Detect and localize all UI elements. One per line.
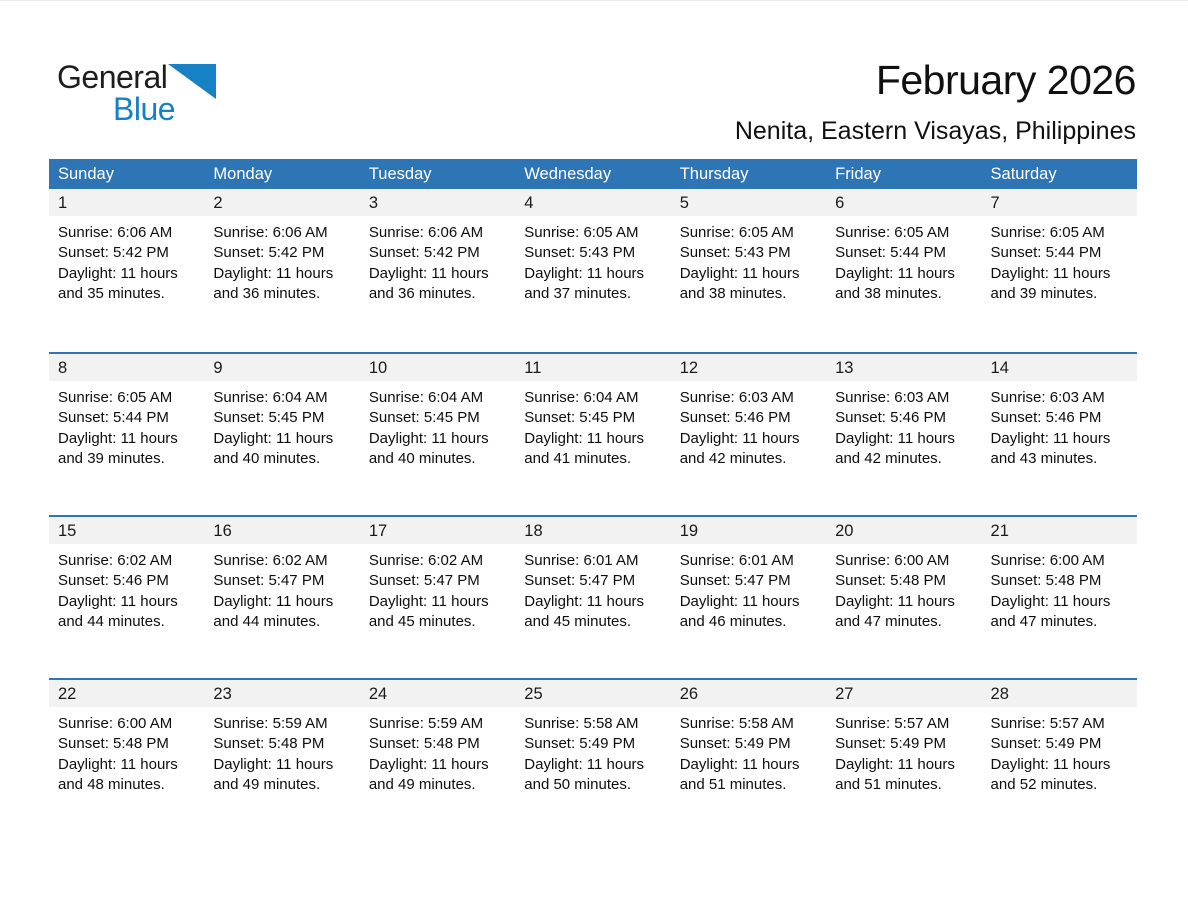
date-band bbox=[826, 517, 981, 544]
sunrise-text: Sunrise: 5:57 AM bbox=[835, 715, 950, 732]
sunrise-text: Sunrise: 6:04 AM bbox=[213, 389, 328, 406]
sunset-text: Sunset: 5:48 PM bbox=[835, 572, 947, 590]
day-details bbox=[671, 381, 826, 469]
daylight-text: and 48 minutes. bbox=[58, 775, 165, 793]
sunset-text: Sunset: 5:42 PM bbox=[58, 244, 169, 262]
date-band bbox=[360, 354, 515, 381]
date-band bbox=[826, 354, 981, 381]
day-cell bbox=[982, 354, 1137, 515]
date-number: 10 bbox=[368, 359, 388, 377]
day-details bbox=[826, 707, 981, 795]
sunset-text: Sunset: 5:46 PM bbox=[679, 409, 791, 427]
sunset-text: Sunset: 5:48 PM bbox=[368, 735, 480, 753]
daylight-text: and 49 minutes. bbox=[368, 775, 476, 793]
sunset-text: Sunset: 5:43 PM bbox=[524, 244, 636, 262]
date-number: 6 bbox=[835, 194, 845, 212]
daylight-text: Daylight: 11 hours bbox=[990, 429, 1111, 447]
daylight-text: and 36 minutes. bbox=[368, 284, 476, 302]
sunset-text: Sunset: 5:44 PM bbox=[835, 244, 947, 262]
date-band bbox=[360, 517, 515, 544]
sunset-text: Sunset: 5:43 PM bbox=[679, 244, 791, 262]
date-band bbox=[49, 354, 204, 381]
date-band bbox=[826, 189, 981, 216]
day-cell bbox=[49, 680, 204, 841]
daylight-text: Daylight: 11 hours bbox=[213, 755, 334, 773]
daylight-text: and 37 minutes. bbox=[524, 284, 632, 302]
daylight-text: Daylight: 11 hours bbox=[990, 755, 1111, 773]
week-row bbox=[49, 189, 1137, 352]
sunset-text: Sunset: 5:47 PM bbox=[213, 572, 325, 590]
date-number: 7 bbox=[990, 194, 1000, 212]
sunset-text: Sunset: 5:42 PM bbox=[368, 244, 480, 262]
date-number: 4 bbox=[524, 194, 534, 212]
daylight-text: and 40 minutes. bbox=[213, 449, 321, 467]
sunrise-text: Sunrise: 5:59 AM bbox=[368, 715, 484, 732]
date-band bbox=[671, 680, 826, 707]
day-details bbox=[204, 216, 359, 304]
day-cell bbox=[515, 517, 670, 678]
sunrise-text: Sunrise: 6:00 AM bbox=[990, 552, 1105, 569]
day-cell bbox=[826, 517, 981, 678]
calendar-grid-body bbox=[49, 189, 1137, 841]
daylight-text: Daylight: 11 hours bbox=[679, 755, 800, 773]
day-header-tuesday: Tuesday bbox=[368, 165, 432, 183]
daylight-text: Daylight: 11 hours bbox=[58, 592, 178, 610]
date-number: 11 bbox=[524, 359, 542, 377]
daylight-text: and 41 minutes. bbox=[524, 449, 632, 467]
day-details bbox=[49, 216, 204, 304]
daylight-text: and 38 minutes. bbox=[835, 284, 942, 302]
daylight-text: Daylight: 11 hours bbox=[990, 264, 1111, 282]
day-cell bbox=[515, 680, 670, 841]
day-header-sunday: Sunday bbox=[58, 165, 114, 183]
sunset-text: Sunset: 5:46 PM bbox=[990, 409, 1102, 427]
date-band bbox=[49, 680, 204, 707]
date-number: 19 bbox=[679, 522, 699, 540]
sunrise-text: Sunrise: 5:57 AM bbox=[990, 715, 1105, 732]
date-number: 27 bbox=[835, 685, 854, 703]
sunset-text: Sunset: 5:49 PM bbox=[524, 735, 636, 753]
logo-text-general: General bbox=[57, 59, 168, 95]
day-cell bbox=[360, 517, 515, 678]
daylight-text: and 38 minutes. bbox=[679, 284, 787, 302]
date-number: 15 bbox=[58, 522, 77, 540]
daylight-text: Daylight: 11 hours bbox=[58, 755, 178, 773]
daylight-text: and 47 minutes. bbox=[835, 612, 942, 630]
sunrise-text: Sunrise: 6:02 AM bbox=[58, 552, 173, 569]
day-details bbox=[671, 544, 826, 632]
date-band bbox=[49, 517, 204, 544]
day-details bbox=[982, 381, 1137, 469]
day-details bbox=[204, 381, 359, 469]
day-cell bbox=[360, 354, 515, 515]
sunrise-text: Sunrise: 6:04 AM bbox=[368, 389, 484, 406]
daylight-text: Daylight: 11 hours bbox=[990, 592, 1111, 610]
day-cell bbox=[982, 517, 1137, 678]
sunset-text: Sunset: 5:47 PM bbox=[679, 572, 791, 590]
sunset-text: Sunset: 5:46 PM bbox=[58, 572, 169, 590]
location-subtitle: Nenita, Eastern Visayas, Philippines bbox=[734, 117, 1136, 145]
day-cell bbox=[515, 189, 670, 352]
date-number: 20 bbox=[835, 522, 854, 540]
sunrise-text: Sunrise: 6:02 AM bbox=[368, 552, 484, 569]
month-title: February 2026 bbox=[875, 57, 1136, 103]
daylight-text: Daylight: 11 hours bbox=[679, 429, 800, 447]
daylight-text: Daylight: 11 hours bbox=[524, 755, 645, 773]
date-number: 24 bbox=[368, 685, 388, 703]
daylight-text: and 39 minutes. bbox=[58, 449, 165, 467]
sunset-text: Sunset: 5:45 PM bbox=[213, 409, 325, 427]
daylight-text: Daylight: 11 hours bbox=[213, 264, 334, 282]
date-number: 5 bbox=[679, 194, 689, 212]
daylight-text: and 51 minutes. bbox=[835, 775, 942, 793]
daylight-text: Daylight: 11 hours bbox=[835, 592, 955, 610]
daylight-text: Daylight: 11 hours bbox=[835, 429, 955, 447]
sunrise-text: Sunrise: 5:59 AM bbox=[213, 715, 328, 732]
daylight-text: Daylight: 11 hours bbox=[835, 755, 955, 773]
sunrise-text: Sunrise: 6:02 AM bbox=[213, 552, 328, 569]
daylight-text: Daylight: 11 hours bbox=[524, 429, 645, 447]
date-number: 12 bbox=[679, 359, 699, 377]
date-band bbox=[671, 517, 826, 544]
day-details bbox=[515, 707, 670, 795]
daylight-text: Daylight: 11 hours bbox=[213, 592, 334, 610]
daylight-text: Daylight: 11 hours bbox=[58, 264, 178, 282]
day-details bbox=[515, 544, 670, 632]
date-band bbox=[982, 517, 1137, 544]
sunrise-text: Sunrise: 6:05 AM bbox=[524, 224, 639, 241]
day-header-saturday: Saturday bbox=[990, 165, 1057, 183]
sunset-text: Sunset: 5:48 PM bbox=[58, 735, 169, 753]
day-cell bbox=[826, 354, 981, 515]
sunrise-text: Sunrise: 6:03 AM bbox=[835, 389, 950, 406]
daylight-text: and 35 minutes. bbox=[58, 284, 165, 302]
daylight-text: Daylight: 11 hours bbox=[835, 264, 955, 282]
date-number: 26 bbox=[679, 685, 699, 703]
daylight-text: Daylight: 11 hours bbox=[213, 429, 334, 447]
day-details bbox=[826, 544, 981, 632]
day-details bbox=[671, 216, 826, 304]
day-cell bbox=[204, 189, 359, 352]
sunrise-text: Sunrise: 6:03 AM bbox=[679, 389, 794, 406]
sunset-text: Sunset: 5:49 PM bbox=[835, 735, 947, 753]
day-details bbox=[671, 707, 826, 795]
sunset-text: Sunset: 5:46 PM bbox=[835, 409, 947, 427]
sunset-text: Sunset: 5:47 PM bbox=[524, 572, 636, 590]
daylight-text: and 47 minutes. bbox=[990, 612, 1098, 630]
day-details bbox=[982, 216, 1137, 304]
day-cell bbox=[204, 517, 359, 678]
date-band bbox=[204, 517, 359, 544]
sunset-text: Sunset: 5:45 PM bbox=[524, 409, 636, 427]
date-band bbox=[982, 354, 1137, 381]
daylight-text: and 36 minutes. bbox=[213, 284, 321, 302]
day-details bbox=[360, 707, 515, 795]
date-band bbox=[204, 189, 359, 216]
day-details bbox=[982, 707, 1137, 795]
date-number: 1 bbox=[58, 194, 68, 212]
date-band bbox=[826, 680, 981, 707]
date-band bbox=[982, 189, 1137, 216]
daylight-text: and 42 minutes. bbox=[835, 449, 942, 467]
sunset-text: Sunset: 5:47 PM bbox=[368, 572, 480, 590]
day-cell bbox=[982, 680, 1137, 841]
general-blue-logo bbox=[57, 61, 216, 125]
sunset-text: Sunset: 5:45 PM bbox=[368, 409, 480, 427]
date-band bbox=[515, 517, 670, 544]
daylight-text: Daylight: 11 hours bbox=[368, 755, 489, 773]
sunrise-text: Sunrise: 6:01 AM bbox=[524, 552, 639, 569]
date-number: 18 bbox=[524, 522, 543, 540]
day-details bbox=[360, 216, 515, 304]
week-row bbox=[49, 515, 1137, 678]
daylight-text: Daylight: 11 hours bbox=[524, 264, 645, 282]
date-band bbox=[671, 354, 826, 381]
calendar-table bbox=[49, 159, 1137, 841]
day-cell bbox=[826, 189, 981, 352]
daylight-text: and 44 minutes. bbox=[213, 612, 321, 630]
sunrise-text: Sunrise: 6:06 AM bbox=[213, 224, 328, 241]
day-cell bbox=[671, 189, 826, 352]
date-band bbox=[360, 680, 515, 707]
day-cell bbox=[49, 517, 204, 678]
day-details bbox=[826, 381, 981, 469]
sunrise-text: Sunrise: 6:03 AM bbox=[990, 389, 1105, 406]
date-number: 8 bbox=[58, 359, 68, 377]
date-number: 14 bbox=[990, 359, 1009, 377]
date-band bbox=[515, 354, 670, 381]
daylight-text: and 45 minutes. bbox=[524, 612, 632, 630]
sunset-text: Sunset: 5:42 PM bbox=[213, 244, 325, 262]
date-number: 16 bbox=[213, 522, 232, 540]
day-header-monday: Monday bbox=[213, 165, 273, 183]
daylight-text: and 52 minutes. bbox=[990, 775, 1098, 793]
day-cell bbox=[671, 517, 826, 678]
daylight-text: and 46 minutes. bbox=[679, 612, 787, 630]
day-cell bbox=[204, 680, 359, 841]
daylight-text: and 51 minutes. bbox=[679, 775, 787, 793]
day-details bbox=[515, 216, 670, 304]
sunrise-text: Sunrise: 6:04 AM bbox=[524, 389, 639, 406]
date-band bbox=[515, 680, 670, 707]
daylight-text: and 43 minutes. bbox=[990, 449, 1098, 467]
date-number: 9 bbox=[213, 359, 223, 377]
day-cell bbox=[515, 354, 670, 515]
daylight-text: and 44 minutes. bbox=[58, 612, 165, 630]
sunrise-text: Sunrise: 6:05 AM bbox=[679, 224, 794, 241]
daylight-text: Daylight: 11 hours bbox=[524, 592, 645, 610]
day-cell bbox=[671, 354, 826, 515]
date-number: 17 bbox=[368, 522, 388, 540]
day-details bbox=[982, 544, 1137, 632]
sunset-text: Sunset: 5:48 PM bbox=[213, 735, 325, 753]
day-cell bbox=[204, 354, 359, 515]
sunset-text: Sunset: 5:48 PM bbox=[990, 572, 1102, 590]
sunrise-text: Sunrise: 6:00 AM bbox=[58, 715, 173, 732]
day-details bbox=[360, 544, 515, 632]
day-cell bbox=[982, 189, 1137, 352]
week-row bbox=[49, 678, 1137, 841]
daylight-text: and 49 minutes. bbox=[213, 775, 321, 793]
day-cell bbox=[49, 354, 204, 515]
day-cell bbox=[826, 680, 981, 841]
day-details bbox=[49, 381, 204, 469]
daylight-text: Daylight: 11 hours bbox=[58, 429, 178, 447]
daylight-text: and 45 minutes. bbox=[368, 612, 476, 630]
logo-text-blue: Blue bbox=[113, 91, 176, 127]
date-band bbox=[360, 189, 515, 216]
day-cell bbox=[671, 680, 826, 841]
date-band bbox=[515, 189, 670, 216]
sunset-text: Sunset: 5:49 PM bbox=[679, 735, 791, 753]
daylight-text: Daylight: 11 hours bbox=[368, 592, 489, 610]
day-header-friday: Friday bbox=[835, 165, 881, 183]
logo-triangle-icon bbox=[168, 64, 216, 99]
sunrise-text: Sunrise: 5:58 AM bbox=[524, 715, 639, 732]
calendar-header-row bbox=[49, 159, 1137, 189]
date-band bbox=[204, 354, 359, 381]
sunrise-text: Sunrise: 6:00 AM bbox=[835, 552, 950, 569]
sunrise-text: Sunrise: 6:06 AM bbox=[58, 224, 173, 241]
day-header-thursday: Thursday bbox=[679, 165, 749, 183]
date-band bbox=[982, 680, 1137, 707]
date-number: 28 bbox=[990, 685, 1009, 703]
day-details bbox=[204, 544, 359, 632]
sunrise-text: Sunrise: 6:01 AM bbox=[679, 552, 794, 569]
date-number: 2 bbox=[213, 194, 223, 212]
date-number: 21 bbox=[990, 522, 1009, 540]
day-cell bbox=[360, 680, 515, 841]
daylight-text: and 40 minutes. bbox=[368, 449, 476, 467]
day-details bbox=[826, 216, 981, 304]
daylight-text: Daylight: 11 hours bbox=[368, 429, 489, 447]
date-number: 13 bbox=[835, 359, 854, 377]
sunrise-text: Sunrise: 5:58 AM bbox=[679, 715, 794, 732]
day-details bbox=[515, 381, 670, 469]
sunrise-text: Sunrise: 6:05 AM bbox=[58, 389, 173, 406]
date-number: 3 bbox=[368, 194, 379, 212]
sunset-text: Sunset: 5:44 PM bbox=[58, 409, 169, 427]
sunrise-text: Sunrise: 6:05 AM bbox=[835, 224, 950, 241]
daylight-text: and 50 minutes. bbox=[524, 775, 632, 793]
date-number: 25 bbox=[524, 685, 543, 703]
day-details bbox=[49, 544, 204, 632]
day-cell bbox=[360, 189, 515, 352]
day-details bbox=[204, 707, 359, 795]
sunset-text: Sunset: 5:49 PM bbox=[990, 735, 1102, 753]
daylight-text: Daylight: 11 hours bbox=[679, 592, 800, 610]
daylight-text: Daylight: 11 hours bbox=[679, 264, 800, 282]
date-band bbox=[671, 189, 826, 216]
daylight-text: and 39 minutes. bbox=[990, 284, 1098, 302]
date-band bbox=[204, 680, 359, 707]
sunrise-text: Sunrise: 6:05 AM bbox=[990, 224, 1105, 241]
day-header-wednesday: Wednesday bbox=[524, 165, 612, 183]
sunrise-text: Sunrise: 6:06 AM bbox=[368, 224, 484, 241]
week-row bbox=[49, 352, 1137, 515]
day-details bbox=[49, 707, 204, 795]
date-band bbox=[49, 189, 204, 216]
date-number: 22 bbox=[58, 685, 77, 703]
sunset-text: Sunset: 5:44 PM bbox=[990, 244, 1102, 262]
day-details bbox=[360, 381, 515, 469]
day-cell bbox=[49, 189, 204, 352]
date-number: 23 bbox=[213, 685, 232, 703]
daylight-text: and 42 minutes. bbox=[679, 449, 787, 467]
daylight-text: Daylight: 11 hours bbox=[368, 264, 489, 282]
